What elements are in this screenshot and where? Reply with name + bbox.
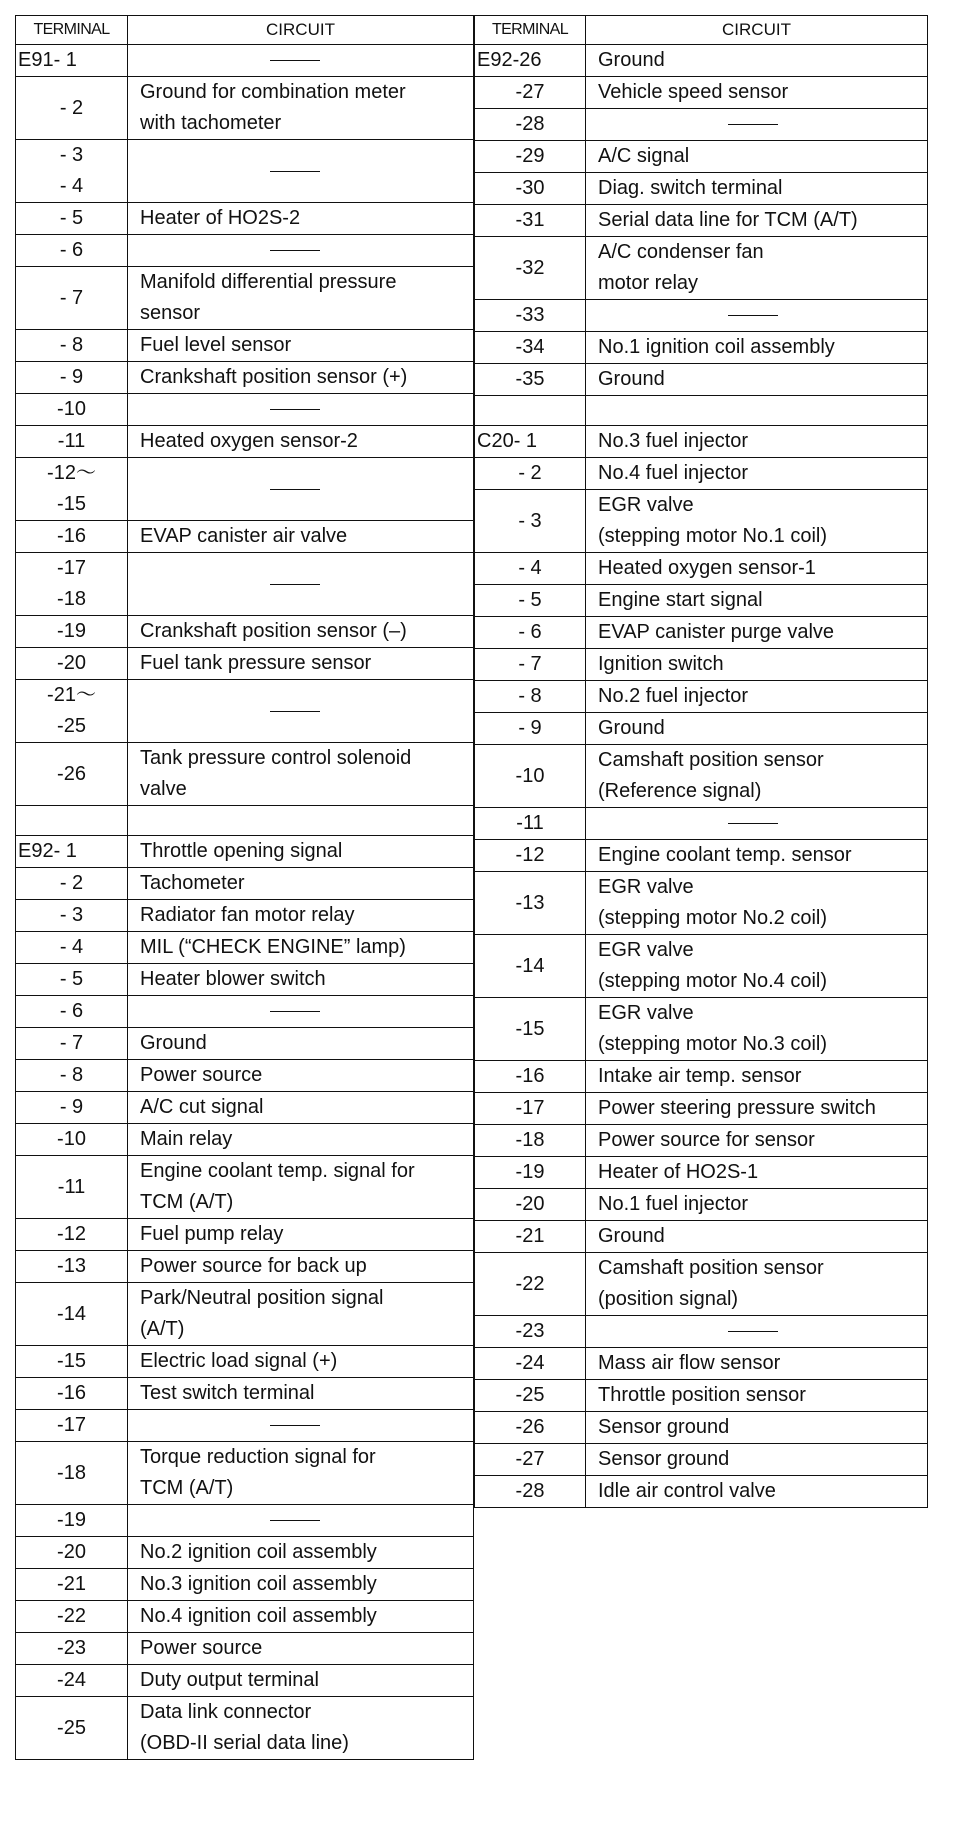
table-row	[475, 1093, 928, 1125]
circuit-cell: EVAP canister air valve	[128, 521, 474, 553]
terminal-cell: - 9	[16, 1092, 128, 1124]
terminal-cell: -14	[16, 1283, 128, 1346]
table-row	[475, 205, 928, 237]
terminal-cell: - 9	[475, 713, 586, 745]
terminal-cell: - 8	[16, 330, 128, 362]
circuit-cell: Park/Neutral position signal (A/T)	[128, 1283, 474, 1346]
table-row	[16, 1601, 474, 1633]
circuit-cell: Heater of HO2S-1	[586, 1157, 928, 1189]
circuit-cell: Heater blower switch	[128, 964, 474, 996]
terminal-cell: -14	[475, 935, 586, 998]
circuit-cell: Fuel level sensor	[128, 330, 474, 362]
table-row	[16, 1633, 474, 1665]
terminal-cell: - 5	[16, 203, 128, 235]
terminal-cell: -24	[16, 1665, 128, 1697]
terminal-cell: -19	[16, 616, 128, 648]
table-row	[16, 362, 474, 394]
terminal-cell: - 7	[475, 649, 586, 681]
terminal-cell: -11	[16, 426, 128, 458]
terminal-cell: -22	[16, 1601, 128, 1633]
terminal-cell: -10	[475, 745, 586, 808]
circuit-cell: No.4 fuel injector	[586, 458, 928, 490]
terminal-cell: -12	[475, 840, 586, 872]
terminal-cell: -29	[475, 141, 586, 173]
table-row	[475, 617, 928, 649]
terminal-cell: -33	[475, 300, 586, 332]
circuit-header: CIRCUIT	[128, 16, 474, 45]
circuit-cell: No.3 ignition coil assembly	[128, 1569, 474, 1601]
terminal-cell: -10	[16, 394, 128, 426]
circuit-cell	[128, 140, 474, 203]
terminal-cell: -13	[16, 1251, 128, 1283]
table-row	[16, 45, 474, 77]
circuit-cell: Ground	[586, 713, 928, 745]
circuit-cell: EGR valve (stepping motor No.2 coil)	[586, 872, 928, 935]
terminal-cell: -21	[16, 1569, 128, 1601]
table-row	[16, 1665, 474, 1697]
terminal-cell: - 6	[475, 617, 586, 649]
terminal-cell: -12～ -15	[16, 458, 128, 521]
circuit-cell: MIL (“CHECK ENGINE” lamp)	[128, 932, 474, 964]
terminal-cell: -17	[475, 1093, 586, 1125]
terminal-cell: -19	[475, 1157, 586, 1189]
no-circuit-dash	[270, 171, 320, 172]
terminal-cell	[475, 396, 586, 426]
table-row	[475, 872, 928, 935]
terminal-cell: - 9	[16, 362, 128, 394]
table-row	[16, 932, 474, 964]
circuit-cell: Engine start signal	[586, 585, 928, 617]
table-row	[16, 1537, 474, 1569]
circuit-cell: Power source for back up	[128, 1251, 474, 1283]
circuit-cell: Mass air flow sensor	[586, 1348, 928, 1380]
circuit-cell	[128, 680, 474, 743]
table-row	[475, 300, 928, 332]
table-row	[16, 1156, 474, 1219]
circuit-cell	[128, 394, 474, 426]
table-row	[475, 1253, 928, 1316]
terminal-cell: -13	[475, 872, 586, 935]
circuit-cell: Manifold differential pressure sensor	[128, 267, 474, 330]
circuit-cell: EGR valve (stepping motor No.1 coil)	[586, 490, 928, 553]
terminal-cell: -34	[475, 332, 586, 364]
circuit-cell: Torque reduction signal for TCM (A/T)	[128, 1442, 474, 1505]
circuit-cell: No.4 ignition coil assembly	[128, 1601, 474, 1633]
terminal-cell: -20	[16, 1537, 128, 1569]
table-row	[475, 649, 928, 681]
circuit-cell: Power source	[128, 1060, 474, 1092]
circuit-cell: EGR valve (stepping motor No.3 coil)	[586, 998, 928, 1061]
circuit-cell: Ignition switch	[586, 649, 928, 681]
no-circuit-dash	[270, 1011, 320, 1012]
table-row	[16, 1346, 474, 1378]
circuit-cell: Crankshaft position sensor (–)	[128, 616, 474, 648]
terminal-cell	[16, 806, 128, 836]
no-circuit-dash	[728, 823, 778, 824]
terminal-cell: -21～ -25	[16, 680, 128, 743]
circuit-cell: No.3 fuel injector	[586, 426, 928, 458]
terminal-cell: -32	[475, 237, 586, 300]
table-row	[475, 1125, 928, 1157]
table-row	[16, 1505, 474, 1537]
table-row	[475, 1412, 928, 1444]
terminal-cell: -31	[475, 205, 586, 237]
table-row	[16, 1028, 474, 1060]
terminal-cell: - 7	[16, 267, 128, 330]
circuit-cell: A/C signal	[586, 141, 928, 173]
spacer-row	[475, 396, 928, 426]
circuit-cell: A/C cut signal	[128, 1092, 474, 1124]
circuit-cell: Duty output terminal	[128, 1665, 474, 1697]
table-row	[475, 1348, 928, 1380]
circuit-cell: Vehicle speed sensor	[586, 77, 928, 109]
table-row	[475, 426, 928, 458]
terminal-cell: -24	[475, 1348, 586, 1380]
terminal-cell: - 8	[475, 681, 586, 713]
no-circuit-dash	[270, 409, 320, 410]
circuit-cell: No.1 ignition coil assembly	[586, 332, 928, 364]
terminal-cell: -19	[16, 1505, 128, 1537]
terminal-cell: - 7	[16, 1028, 128, 1060]
circuit-cell: Sensor ground	[586, 1444, 928, 1476]
table-row	[475, 1316, 928, 1348]
no-circuit-dash	[270, 584, 320, 585]
circuit-cell: Crankshaft position sensor (+)	[128, 362, 474, 394]
table-row	[16, 743, 474, 806]
terminal-cell: E92- 1	[16, 836, 128, 868]
terminal-cell: - 5	[475, 585, 586, 617]
terminal-cell: -25	[475, 1380, 586, 1412]
terminal-cell: -16	[475, 1061, 586, 1093]
table-row	[475, 1476, 928, 1508]
circuit-cell: Ground	[586, 45, 928, 77]
no-circuit-dash	[728, 124, 778, 125]
terminal-cell: E92-26	[475, 45, 586, 77]
circuit-cell: EGR valve (stepping motor No.4 coil)	[586, 935, 928, 998]
table-row	[475, 1061, 928, 1093]
terminal-cell: - 3 - 4	[16, 140, 128, 203]
table-row	[16, 458, 474, 521]
terminal-cell: - 3	[16, 900, 128, 932]
table-row	[475, 1444, 928, 1476]
table-row	[475, 935, 928, 998]
table-row	[16, 77, 474, 140]
terminal-cell: -26	[475, 1412, 586, 1444]
table-row	[475, 808, 928, 840]
table-row	[16, 521, 474, 553]
circuit-cell	[128, 1410, 474, 1442]
circuit-cell	[586, 808, 928, 840]
circuit-cell	[586, 1316, 928, 1348]
table-row	[475, 745, 928, 808]
circuit-cell: Ground	[586, 1221, 928, 1253]
terminal-cell: -20	[16, 648, 128, 680]
circuit-cell: Fuel pump relay	[128, 1219, 474, 1251]
circuit-cell	[128, 806, 474, 836]
table-row	[475, 1189, 928, 1221]
terminal-cell: - 2	[475, 458, 586, 490]
table-row	[16, 394, 474, 426]
circuit-cell	[128, 235, 474, 267]
circuit-cell: Ground	[586, 364, 928, 396]
circuit-cell: Power steering pressure switch	[586, 1093, 928, 1125]
terminal-cell: - 3	[475, 490, 586, 553]
terminal-cell: -26	[16, 743, 128, 806]
table-row	[16, 1092, 474, 1124]
table-row	[475, 1380, 928, 1412]
terminal-cell: -18	[475, 1125, 586, 1157]
table-row	[475, 332, 928, 364]
circuit-cell: Main relay	[128, 1124, 474, 1156]
terminal-cell: -28	[475, 109, 586, 141]
circuit-cell: Power source	[128, 1633, 474, 1665]
terminal-cell: -15	[16, 1346, 128, 1378]
terminal-cell: - 6	[16, 235, 128, 267]
terminal-cell: - 8	[16, 1060, 128, 1092]
circuit-cell: Sensor ground	[586, 1412, 928, 1444]
table-row	[16, 1410, 474, 1442]
table-row	[475, 681, 928, 713]
table-row	[16, 1378, 474, 1410]
circuit-cell	[586, 109, 928, 141]
table-row	[16, 1251, 474, 1283]
circuit-cell: Tachometer	[128, 868, 474, 900]
table-row	[16, 1124, 474, 1156]
terminal-cell: -16	[16, 521, 128, 553]
circuit-cell: No.2 fuel injector	[586, 681, 928, 713]
circuit-header: CIRCUIT	[586, 16, 928, 45]
table-row	[475, 553, 928, 585]
spacer-row	[16, 806, 474, 836]
table-row	[475, 364, 928, 396]
terminal-cell: -16	[16, 1378, 128, 1410]
header-row	[475, 16, 928, 45]
circuit-cell: Intake air temp. sensor	[586, 1061, 928, 1093]
terminal-cell: - 2	[16, 77, 128, 140]
table-row	[16, 1283, 474, 1346]
circuit-cell: Heater of HO2S-2	[128, 203, 474, 235]
table-row	[16, 426, 474, 458]
table-row	[16, 553, 474, 616]
no-circuit-dash	[270, 60, 320, 61]
circuit-cell: Serial data line for TCM (A/T)	[586, 205, 928, 237]
table-row	[475, 1157, 928, 1189]
table-row	[475, 109, 928, 141]
terminal-cell: -11	[16, 1156, 128, 1219]
table-row	[16, 900, 474, 932]
circuit-cell	[586, 396, 928, 426]
table-row	[16, 1697, 474, 1760]
terminal-cell: - 4	[475, 553, 586, 585]
table-row	[16, 1060, 474, 1092]
table-row	[475, 458, 928, 490]
circuit-cell: A/C condenser fan motor relay	[586, 237, 928, 300]
table-row	[16, 1569, 474, 1601]
circuit-cell: Radiator fan motor relay	[128, 900, 474, 932]
table-row	[475, 173, 928, 205]
terminal-cell: -23	[16, 1633, 128, 1665]
table-row	[16, 1442, 474, 1505]
no-circuit-dash	[270, 711, 320, 712]
circuit-cell: Electric load signal (+)	[128, 1346, 474, 1378]
circuit-cell: No.2 ignition coil assembly	[128, 1537, 474, 1569]
circuit-cell: Throttle opening signal	[128, 836, 474, 868]
terminal-cell: -22	[475, 1253, 586, 1316]
terminal-cell: -10	[16, 1124, 128, 1156]
no-circuit-dash	[728, 1331, 778, 1332]
header-row	[16, 16, 474, 45]
circuit-cell: Data link connector (OBD-II serial data line)	[128, 1697, 474, 1760]
terminal-cell: -20	[475, 1189, 586, 1221]
table-row	[16, 203, 474, 235]
circuit-cell	[128, 45, 474, 77]
table-row	[16, 836, 474, 868]
terminal-cell: - 4	[16, 932, 128, 964]
circuit-cell: Camshaft position sensor (Reference signal)	[586, 745, 928, 808]
terminal-cell: -27	[475, 77, 586, 109]
table-row	[16, 964, 474, 996]
table-row	[16, 140, 474, 203]
terminal-cell: C20- 1	[475, 426, 586, 458]
terminal-cell: -30	[475, 173, 586, 205]
no-circuit-dash	[728, 315, 778, 316]
table-row	[16, 868, 474, 900]
circuit-cell: Heated oxygen sensor-1	[586, 553, 928, 585]
circuit-cell: Engine coolant temp. signal for TCM (A/T)	[128, 1156, 474, 1219]
table-row	[16, 648, 474, 680]
terminal-cell: E91- 1	[16, 45, 128, 77]
table-row	[16, 235, 474, 267]
circuit-cell	[128, 996, 474, 1028]
circuit-cell: Diag. switch terminal	[586, 173, 928, 205]
table-row	[475, 237, 928, 300]
table-row	[16, 1219, 474, 1251]
table-row	[475, 45, 928, 77]
terminal-header: TERMINAL	[475, 16, 586, 45]
table-row	[475, 77, 928, 109]
terminal-cell: -18	[16, 1442, 128, 1505]
circuit-cell: Test switch terminal	[128, 1378, 474, 1410]
terminal-cell: - 6	[16, 996, 128, 1028]
terminal-cell: -11	[475, 808, 586, 840]
circuit-cell: Tank pressure control solenoid valve	[128, 743, 474, 806]
table-row	[16, 996, 474, 1028]
table-row	[475, 713, 928, 745]
circuit-cell: Heated oxygen sensor-2	[128, 426, 474, 458]
table-row	[475, 490, 928, 553]
terminal-cell: -27	[475, 1444, 586, 1476]
circuit-cell	[128, 1505, 474, 1537]
terminal-table-left	[15, 15, 474, 1760]
no-circuit-dash	[270, 250, 320, 251]
table-row	[16, 330, 474, 362]
circuit-cell: Camshaft position sensor (position signal)	[586, 1253, 928, 1316]
circuit-cell: Ground for combination meter with tachometer	[128, 77, 474, 140]
terminal-header: TERMINAL	[16, 16, 128, 45]
circuit-cell: Power source for sensor	[586, 1125, 928, 1157]
circuit-cell	[586, 300, 928, 332]
terminal-cell: -12	[16, 1219, 128, 1251]
table-row	[16, 267, 474, 330]
terminal-cell: -25	[16, 1697, 128, 1760]
terminal-cell: -23	[475, 1316, 586, 1348]
circuit-cell	[128, 553, 474, 616]
terminal-cell: -28	[475, 1476, 586, 1508]
circuit-cell: Fuel tank pressure sensor	[128, 648, 474, 680]
circuit-cell: Engine coolant temp. sensor	[586, 840, 928, 872]
table-row	[475, 998, 928, 1061]
table-row	[16, 680, 474, 743]
circuit-cell: EVAP canister purge valve	[586, 617, 928, 649]
terminal-cell: - 5	[16, 964, 128, 996]
terminal-table-right	[474, 15, 928, 1508]
circuit-cell: No.1 fuel injector	[586, 1189, 928, 1221]
circuit-cell: Ground	[128, 1028, 474, 1060]
table-row	[16, 616, 474, 648]
table-row	[475, 585, 928, 617]
circuit-cell: Idle air control valve	[586, 1476, 928, 1508]
table-row	[475, 141, 928, 173]
no-circuit-dash	[270, 1425, 320, 1426]
no-circuit-dash	[270, 1520, 320, 1521]
terminal-cell: - 2	[16, 868, 128, 900]
terminal-cell: -35	[475, 364, 586, 396]
table-row	[475, 1221, 928, 1253]
terminal-cell: -17	[16, 1410, 128, 1442]
table-row	[475, 840, 928, 872]
circuit-cell	[128, 458, 474, 521]
circuit-cell: Throttle position sensor	[586, 1380, 928, 1412]
no-circuit-dash	[270, 489, 320, 490]
terminal-cell: -17 -18	[16, 553, 128, 616]
terminal-cell: -15	[475, 998, 586, 1061]
terminal-cell: -21	[475, 1221, 586, 1253]
